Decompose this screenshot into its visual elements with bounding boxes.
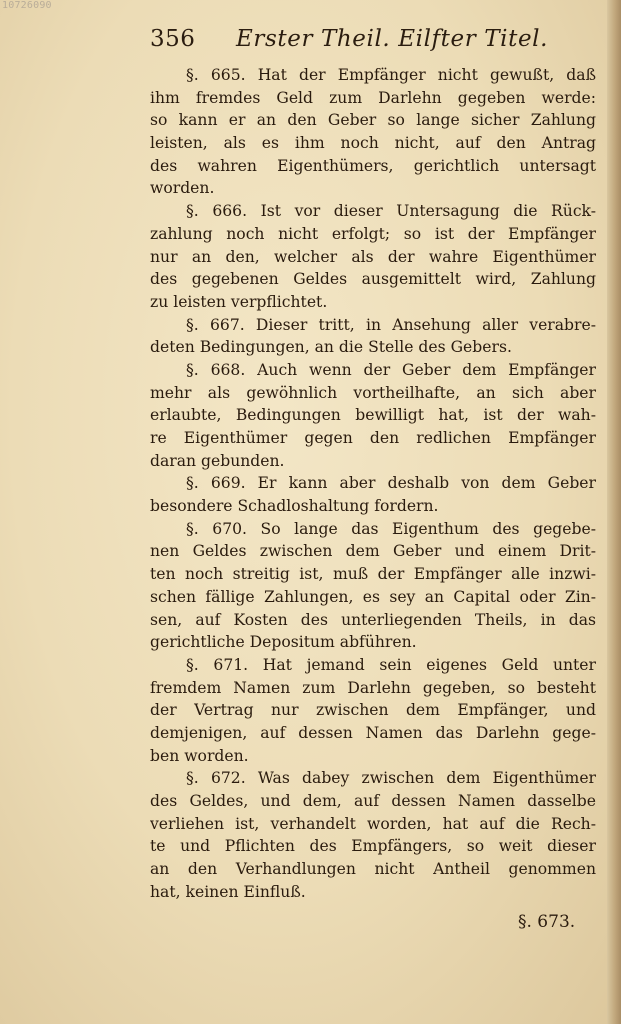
text-line: §. 667. Dieser tritt, in Ansehung aller verabre- [186,315,596,334]
text-line: deten Bedingungen, an die Stelle des Gebers. [150,338,512,357]
text-line: re Eigenthümer gegen den redlichen Empfänger [150,429,596,447]
text-line: des gegebenen Geldes ausgemittelt wird, Zahlung [150,270,596,289]
text-line: des Geldes, und dem, auf dessen Namen dasselbe [150,792,596,810]
text-line: §. 665. Hat der Empfänger nicht gewußt, daß [186,66,596,84]
text-line: hat, keinen Einfluß. [150,882,306,901]
body-text [150,64,596,903]
page-number: 356 [150,26,196,52]
text-line: §. 671. Hat jemand sein eigenes Geld unter [186,655,596,674]
text-line: verliehen ist, verhandelt worden, hat auf die Rech- [150,814,596,833]
text-line: §. 668. Auch wenn der Geber dem Empfänger [186,360,596,379]
text-line: an den Verhandlungen nicht Antheil genommen [150,860,596,879]
text-line: nur an den, welcher als der wahre Eigenthümer [150,247,596,266]
scan-id: 10726090 [2,0,52,11]
text-line: demjenigen, auf dessen Namen das Darlehn gege- [150,723,596,742]
text-line: erlaubte, Bedingungen bewilligt hat, ist der wah- [150,406,596,425]
text-line: §. 670. So lange das Eigenthum des gegebe- [186,519,596,538]
text-line: §. 672. Was dabey zwischen dem Eigenthümer [186,769,596,788]
page-edge [607,0,621,1024]
text-line: §. 666. Ist vor dieser Untersagung die Rück- [186,202,596,221]
text-line: ten noch streitig ist, muß der Empfänger alle inzwi- [150,565,596,584]
text-line: leisten, als es ihm noch nicht, auf den Antrag [150,134,596,153]
page-header [150,26,580,58]
text-line: nen Geldes zwischen dem Geber und einem Drit- [150,542,596,561]
text-line: worden. [150,179,215,198]
text-line: der Vertrag nur zwischen dem Empfänger, und [150,701,596,720]
text-line: mehr als gewöhnlich vortheilhafte, an sich aber [150,383,596,402]
text-line: schen fällige Zahlungen, es sey an Capital oder Zin- [150,587,596,606]
text-line: ihm fremdes Geld zum Darlehn gegeben werde: [150,88,596,107]
text-line: des wahren Eigenthümers, gerichtlich untersagt [150,156,596,175]
text-line: besondere Schadloshaltung fordern. [150,497,439,516]
text-line: sen, auf Kosten des unterliegenden Theils, in das [150,610,596,629]
text-line: fremdem Namen zum Darlehn gegeben, so besteht [150,678,596,697]
text-line: zahlung noch nicht erfolgt; so ist der Empfänger [150,224,596,243]
catchword: §. 673. [518,912,576,932]
text-line: te und Pflichten des Empfängers, so weit dieser [150,837,596,856]
text-line: so kann er an den Geber so lange sicher Zahlung [150,111,596,130]
text-line: gerichtliche Depositum abführen. [150,633,417,652]
running-head: Erster Theil. Eilfter Titel. [236,26,549,52]
text-line: daran gebunden. [150,451,285,470]
text-line: zu leisten verpflichtet. [150,292,328,311]
text-line: ben worden. [150,746,249,765]
text-line: §. 669. Er kann aber deshalb von dem Geber [186,474,596,493]
